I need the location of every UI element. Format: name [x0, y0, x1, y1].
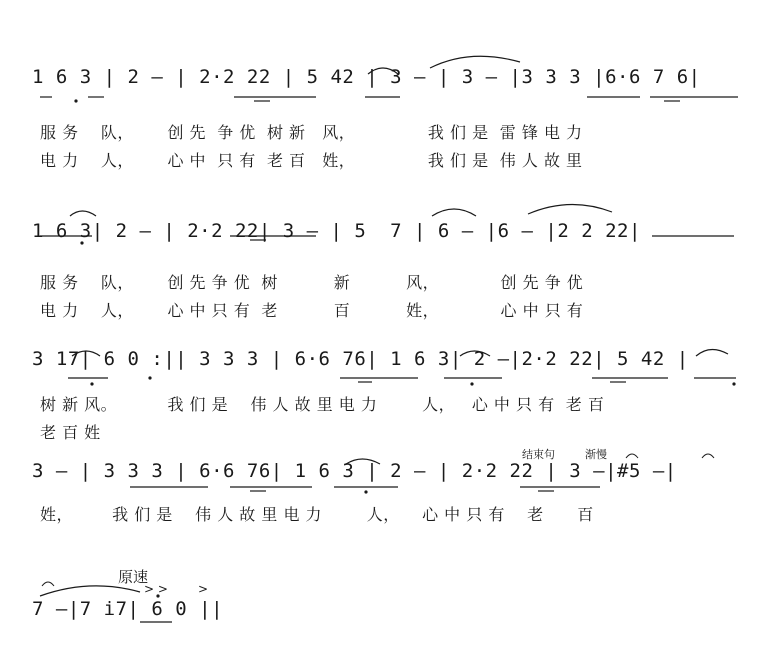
system-4-notes: 3 — | 3 3 3 | 6·6 76| 1 6 3 | 2 — | 2·2 22 | 3 —|#5 —|: [32, 460, 677, 482]
a-tempo-mark: 原速: [118, 568, 149, 586]
system-1-notes: 1 6 3 | 2 — | 2·2 22 | 5 42 | 3 — | 3 — |3 3 3 |6·6 7 6|: [32, 66, 701, 88]
system-3-notes: 3 17| 6 0 :|| 3 3 3 | 6·6 76| 1 6 3| 2 —|2·2 22| 5 42 |: [32, 348, 689, 370]
ending-phrase-mark: 结束句: [522, 448, 555, 461]
accent-mark: >: [198, 582, 209, 596]
system-1-lyrics-verse-2: 电 力 人， 心 中 只 有 老 百 姓， 我 们 是 伟 人 故 里: [40, 151, 583, 170]
system-1-lyrics-verse-1: 服 务 队， 创 先 争 优 树 新 风， 我 们 是 雷 锋 电 力: [40, 123, 583, 142]
system-2-notes: 1 6 3| 2 — | 2·2 22| 3 — | 5 7 | 6 — |6 — |2 2 22|: [32, 220, 641, 242]
system-2-lyrics-verse-2: 电 力 人， 心 中 只 有 老 百 姓， 心 中 只 有: [40, 301, 584, 320]
system-3-lyrics-verse-1: 树 新 风。 我 们 是 伟 人 故 里 电 力 人， 心 中 只 有 老 百: [40, 395, 605, 414]
system-2-lyrics-verse-1: 服 务 队， 创 先 争 优 树 新 风， 创 先 争 优: [40, 273, 584, 292]
accent-marks: > >: [144, 582, 168, 596]
system-3-lyrics-verse-2: 老 百 姓: [40, 423, 101, 442]
system-5-notes: 7 —|7 i7| 6 0 ||: [32, 598, 224, 620]
ritardando-mark: 渐慢: [585, 448, 607, 461]
system-4-lyrics: 姓， 我 们 是 伟 人 故 里 电 力 人， 心 中 只 有 老 百: [40, 505, 594, 524]
